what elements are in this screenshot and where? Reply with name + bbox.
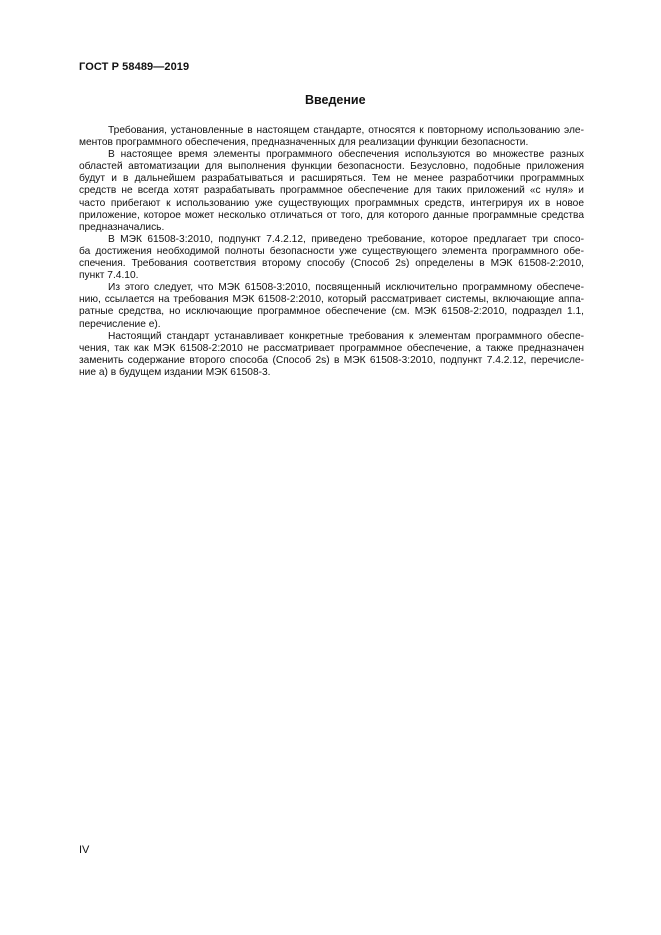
- text-line: пункт 7.4.10.: [79, 270, 139, 282]
- body-text: [79, 125, 584, 379]
- text-line: Требования, установленные в настоящем стандарте, относятся к повторному использованию эле-: [108, 125, 584, 136]
- text-line: ба достижения необходимой полноты безопасности уже существующего элемента программного обе-: [79, 245, 584, 257]
- section-title: Введение: [305, 93, 366, 107]
- text-line: часто прибегают к использованию уже существующих программных средств, интегрируя их в новое: [79, 197, 584, 209]
- text-line: В МЭК 61508-3:2010, подпункт 7.4.2.12, приведено требование, которое предлагает три спосо-: [108, 233, 584, 245]
- text-line: нию, ссылается на требования МЭК 61508-2:2010, который рассматривает системы, включающие аппа-: [79, 294, 584, 306]
- page-number: IV: [79, 844, 90, 856]
- paragraph-5: [79, 331, 584, 379]
- text-line: перечисление е).: [79, 318, 161, 330]
- text-line: спечения. Требования соответствия второму способу (Способ 2s) определены в МЭК 61508-2:2010,: [79, 258, 584, 270]
- paragraph-2: [79, 149, 584, 234]
- text-line: ние а) в будущем издании МЭК 61508-3.: [79, 366, 271, 378]
- text-line: Из этого следует, что МЭК 61508-3:2010, посвященный исключительно программному обеспече-: [108, 282, 584, 294]
- document-code: ГОСТ Р 58489—2019: [79, 61, 190, 73]
- text-line: предназначались.: [79, 221, 165, 233]
- paragraph-3: [79, 234, 584, 282]
- text-line: ментов программного обеспечения, предназначенных для реализации функции безопасности.: [79, 137, 529, 149]
- text-line: будут и в дальнейшем разрабатываться и расширяться. Тем не менее разработчики программных: [79, 173, 584, 185]
- text-line: В настоящее время элементы программного обеспечения используются во множестве разных: [108, 149, 584, 161]
- text-line: областей автоматизации для выполнения функции безопасности. Безусловно, подобные приложения: [79, 161, 584, 173]
- text-line: приложение, которое может несколько отличаться от того, для которого данные программные средства: [79, 209, 584, 221]
- text-line: Настоящий стандарт устанавливает конкретные требования к элементам программного обеспе-: [108, 330, 584, 342]
- paragraph-1: [79, 125, 584, 149]
- paragraph-4: [79, 282, 584, 330]
- text-line: чения, так как МЭК 61508-2:2010 не рассматривает программное обеспечение, а также предназначен: [79, 342, 584, 354]
- text-line: ратные средства, но исключающие программное обеспечение (см. МЭК 61508-2:2010, подраздел 1.1,: [79, 306, 584, 318]
- text-line: заменить содержание второго способа (Способ 2s) в МЭК 61508-3:2010, подпункт 7.4.2.12, перечисле-: [79, 354, 584, 366]
- text-line: средств не всегда хотят разрабатывать программное обеспечение для таких приложений «с нуля» и: [79, 185, 584, 197]
